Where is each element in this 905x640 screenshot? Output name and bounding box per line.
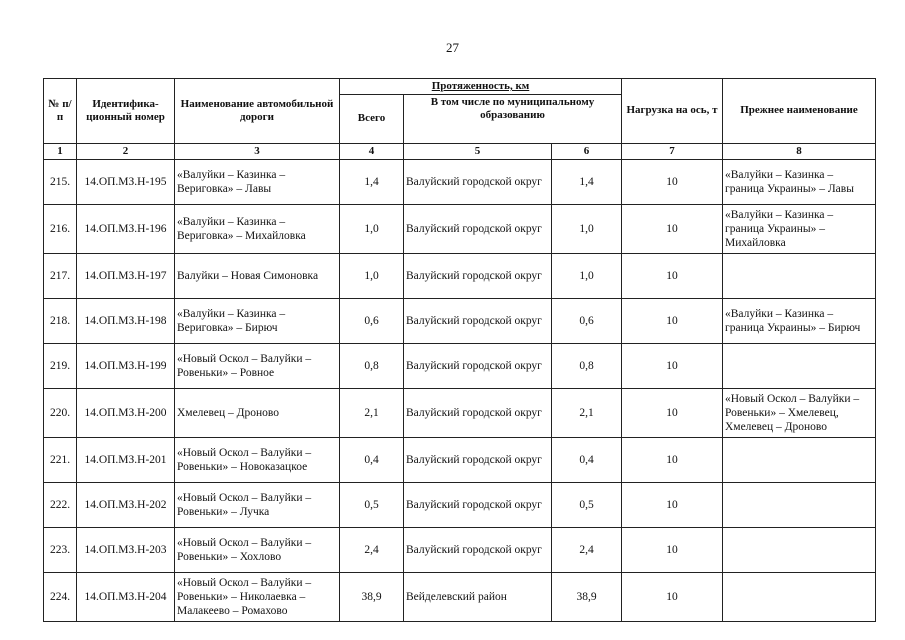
axle-load: 10 — [622, 343, 723, 388]
road-id: 14.ОП.МЗ.Н-198 — [77, 298, 175, 343]
former-name: «Валуйки – Казинка – граница Украины» – Бирюч — [723, 298, 876, 343]
table-row — [44, 437, 876, 482]
total-length: 0,4 — [340, 437, 404, 482]
table-row — [44, 159, 876, 204]
municipal-length: 2,1 — [552, 388, 622, 437]
header-municipality-spacer — [404, 123, 552, 143]
municipal-length: 38,9 — [552, 572, 622, 621]
header-total: Всего — [340, 95, 404, 144]
axle-load: 10 — [622, 527, 723, 572]
road-id: 14.ОП.МЗ.Н-203 — [77, 527, 175, 572]
municipality: Валуйский городской округ — [404, 298, 552, 343]
row-number: 219. — [44, 343, 77, 388]
header-axle-load: Нагрузка на ось, т — [622, 79, 723, 144]
row-number: 222. — [44, 482, 77, 527]
axle-load: 10 — [622, 437, 723, 482]
axle-load: 10 — [622, 388, 723, 437]
road-id: 14.ОП.МЗ.Н-200 — [77, 388, 175, 437]
total-length: 2,1 — [340, 388, 404, 437]
former-name — [723, 572, 876, 621]
municipality: Валуйский городской округ — [404, 388, 552, 437]
table-row — [44, 343, 876, 388]
column-number: 7 — [622, 143, 723, 159]
total-length: 1,0 — [340, 253, 404, 298]
row-number: 221. — [44, 437, 77, 482]
column-number: 5 — [404, 143, 552, 159]
municipal-length: 1,0 — [552, 253, 622, 298]
axle-load: 10 — [622, 482, 723, 527]
total-length: 0,6 — [340, 298, 404, 343]
header-road-name: Наименование автомобильной дороги — [175, 79, 340, 144]
table-row — [44, 388, 876, 437]
municipality: Вейделевский район — [404, 572, 552, 621]
table-row — [44, 527, 876, 572]
municipality: Валуйский городской округ — [404, 343, 552, 388]
column-number: 2 — [77, 143, 175, 159]
road-id: 14.ОП.МЗ.Н-202 — [77, 482, 175, 527]
row-number: 215. — [44, 159, 77, 204]
row-number: 223. — [44, 527, 77, 572]
municipality: Валуйский городской округ — [404, 159, 552, 204]
header-municipal-length-spacer — [552, 123, 622, 143]
total-length: 1,0 — [340, 204, 404, 253]
column-number: 4 — [340, 143, 404, 159]
column-number: 8 — [723, 143, 876, 159]
header-municipal-group: В том числе по муниципальному образованию — [404, 95, 622, 124]
page-number: 27 — [446, 40, 459, 55]
row-number: 224. — [44, 572, 77, 621]
former-name — [723, 343, 876, 388]
row-number: 220. — [44, 388, 77, 437]
road-name: «Валуйки – Казинка – Вериговка» – Михайловка — [175, 204, 340, 253]
row-number: 216. — [44, 204, 77, 253]
axle-load: 10 — [622, 298, 723, 343]
table-row — [44, 298, 876, 343]
axle-load: 10 — [622, 572, 723, 621]
road-name: Валуйки – Новая Симоновка — [175, 253, 340, 298]
road-name: Хмелевец – Дроново — [175, 388, 340, 437]
municipal-length: 0,8 — [552, 343, 622, 388]
municipality: Валуйский городской округ — [404, 204, 552, 253]
road-id: 14.ОП.МЗ.Н-199 — [77, 343, 175, 388]
municipality: Валуйский городской округ — [404, 482, 552, 527]
municipal-length: 0,5 — [552, 482, 622, 527]
road-id: 14.ОП.МЗ.Н-195 — [77, 159, 175, 204]
road-name: «Новый Оскол – Валуйки – Ровеньки» – Лучка — [175, 482, 340, 527]
road-name: «Новый Оскол – Валуйки – Ровеньки» – Новоказацкое — [175, 437, 340, 482]
roads-table — [43, 78, 876, 622]
header-length-group: Протяженность, км — [340, 79, 622, 95]
road-id: 14.ОП.МЗ.Н-197 — [77, 253, 175, 298]
road-name: «Новый Оскол – Валуйки – Ровеньки» – Николаевка – Малакеево – Ромахово — [175, 572, 340, 621]
header-row-number: № п/п — [44, 79, 77, 144]
total-length: 38,9 — [340, 572, 404, 621]
axle-load: 10 — [622, 159, 723, 204]
former-name: «Валуйки – Казинка – граница Украины» – Лавы — [723, 159, 876, 204]
header-former-name: Прежнее наименование — [723, 79, 876, 144]
former-name — [723, 253, 876, 298]
column-number: 3 — [175, 143, 340, 159]
total-length: 2,4 — [340, 527, 404, 572]
municipal-length: 1,0 — [552, 204, 622, 253]
row-number: 218. — [44, 298, 77, 343]
municipality: Валуйский городской округ — [404, 527, 552, 572]
total-length: 0,5 — [340, 482, 404, 527]
former-name — [723, 437, 876, 482]
table-row — [44, 204, 876, 253]
road-id: 14.ОП.МЗ.Н-204 — [77, 572, 175, 621]
road-name: «Новый Оскол – Валуйки – Ровеньки» – Ровное — [175, 343, 340, 388]
municipality: Валуйский городской округ — [404, 253, 552, 298]
axle-load: 10 — [622, 253, 723, 298]
row-number: 217. — [44, 253, 77, 298]
table-row — [44, 482, 876, 527]
former-name: «Новый Оскол – Валуйки – Ровеньки» – Хмелевец, Хмелевец – Дроново — [723, 388, 876, 437]
former-name — [723, 482, 876, 527]
header-identifier: Идентифика-ционный номер — [77, 79, 175, 144]
former-name: «Валуйки – Казинка – граница Украины» – Михайловка — [723, 204, 876, 253]
table-row — [44, 572, 876, 621]
municipal-length: 2,4 — [552, 527, 622, 572]
municipality: Валуйский городской округ — [404, 437, 552, 482]
road-name: «Валуйки – Казинка – Вериговка» – Лавы — [175, 159, 340, 204]
road-id: 14.ОП.МЗ.Н-201 — [77, 437, 175, 482]
axle-load: 10 — [622, 204, 723, 253]
column-number-row — [44, 143, 876, 159]
column-number: 1 — [44, 143, 77, 159]
municipal-length: 1,4 — [552, 159, 622, 204]
table-row — [44, 253, 876, 298]
road-name: «Валуйки – Казинка – Вериговка» – Бирюч — [175, 298, 340, 343]
road-name: «Новый Оскол – Валуйки – Ровеньки» – Хохлово — [175, 527, 340, 572]
municipal-length: 0,4 — [552, 437, 622, 482]
total-length: 1,4 — [340, 159, 404, 204]
former-name — [723, 527, 876, 572]
road-id: 14.ОП.МЗ.Н-196 — [77, 204, 175, 253]
municipal-length: 0,6 — [552, 298, 622, 343]
total-length: 0,8 — [340, 343, 404, 388]
column-number: 6 — [552, 143, 622, 159]
